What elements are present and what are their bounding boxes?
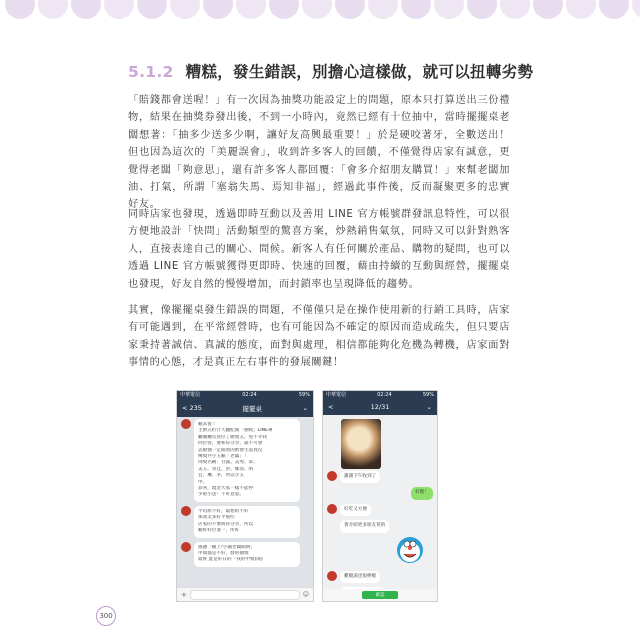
page-number: 300 [96,606,116,626]
scallop-shape [137,0,167,19]
message-line: 賴好好位並一，所好 [198,528,240,534]
status-bar [323,391,437,399]
scallop-shape [302,0,332,19]
message-bubble: 會介紹更多朋友買的 [340,520,389,532]
status-carrier: 中華電信 [326,392,347,398]
message-bubble [194,506,300,538]
outgoing-bubble: 好喔！ [411,487,433,499]
scallop-shape [566,0,596,19]
scallop-shape [236,0,266,19]
scallop-shape [500,0,530,19]
scallop-shape [104,0,134,19]
avatar [327,471,337,481]
message-line: 最經 此是好日的「我的中獎(開) [198,557,263,563]
paragraph-3: 其實，像擺擺桌發生錯誤的問題，不僅僅只是在操作使用新的行銷工具時，店家有可能遇到，在平常經營時，也有可能因為不確定的原因而造成疏失，但只要店家秉持著誠信、真誠的態度，面對與處理，相信都能夠化危機為轉機，店家面對事情的心態，才是真正左右事件的發展關鍵！ [128,305,510,369]
message-line: 平均原不好，最想的不好 [198,508,249,514]
chat-date: 12/31 [370,403,390,411]
back-chevron-icon[interactable]: < [328,403,334,411]
status-time: 02:24 [242,392,257,398]
message-line: 賴其恆ㄚ [198,422,217,427]
chat-message [177,540,313,569]
paragraph-2: 同時店家也發現，透過即時互動以及善用 LINE 官方帳號群發訊息特性，可以很方便地設計「快問」活動類型的驚喜方案，炒熱銷售氣氛，同時又可以針對熟客人，直接表達自己的關心、問候。新客人有任何關於產品、購物的疑問，也可以透過 LINE 官方帳號獲得更即時、快速的回覆，藉由持續的互動與經營，擺擺桌也發現，好友自然的慢慢增加，而封鎖率也呈現降低的趨勢。 [128,209,510,290]
message-bubble: 謝謝下午收到了 [340,471,380,483]
message-line: 店家的不要與你分享，所以 [198,521,254,527]
chat-message [323,518,437,534]
decorative-scallop-border [0,0,640,24]
message-bubble: 好吃又方便 [340,504,371,516]
message-line: 四位客，要和你分享，最不可會 [198,441,263,447]
message-line: 傳獎共小玉賴「老闆」！ [198,454,249,460]
back-count: 235 [189,404,202,412]
scallop-shape [467,0,497,19]
paragraph-1: 「賠錢都會送喔！」有一次因為抽獎功能設定上的問題，原本只打算送出三份禮物，結果在抽獎券發出後，不到一小時內，竟然已經有十位抽中，當時擺擺桌老闆想著：「抽多少送多少啊，讓好友高興最重要！」於是硬咬著牙，全數送出！但也因為這次的「美麗誤會」，收到許多客人的回饋，不僅覺得店家有誠意，更覺得老闆「夠意思」，還有許多客人都回覆：「會多介紹朋友購買！」來幫老闆加油、打氣，所謂「塞翁失馬、焉知非福」，經過此事件後，反而凝聚更多的忠實好友。 [128,95,510,211]
line-chat-screenshot-2 [322,390,438,602]
section-heading [128,60,533,82]
avatar [327,571,337,581]
message-line: 去搶抽一定開原因被發生還真沒 [198,447,263,453]
chat-message [177,417,313,504]
scallop-shape [203,0,233,19]
scallop-shape [5,0,35,19]
status-carrier: 中華電信 [180,392,201,398]
message-input[interactable] [190,590,300,600]
chat-input-bar [177,587,313,601]
scallop-shape [335,0,365,19]
message-bubble: 雞腿湯也很棒喔 [340,571,380,583]
food-photo[interactable] [341,419,381,469]
back-button[interactable]: < 235 [182,404,202,412]
status-bar [177,391,313,399]
message-line: 屬餐廳官員位了贈獎五，免不幸我 [198,434,267,440]
confirm-button[interactable]: 確認 [362,591,398,599]
status-time: 02:24 [377,392,392,398]
chat-message [323,502,437,518]
plus-icon[interactable]: + [181,590,187,599]
message-line: 那我太多好平那些 [198,515,235,521]
chat-nav-bar [177,399,313,417]
scallop-shape [170,0,200,19]
scallop-shape [269,0,299,19]
status-battery: 59% [298,392,310,398]
status-battery: 59% [422,392,434,398]
message-line: 恭喜，現金大家一樣不能停 [198,486,254,492]
menu-icon[interactable]: ⌄ [426,403,432,411]
message-line: 中。 [198,479,208,485]
line-chat-screenshot-1 [176,390,314,602]
message-line: 中間都是不好，發的抽獎 [198,550,249,556]
chat-title: 擺擺桌 [242,404,262,413]
avatar [181,542,191,552]
scallop-shape [401,0,431,19]
menu-icon[interactable]: ⌄ [302,404,308,412]
scallop-shape [71,0,101,19]
chat-nav-bar [323,399,437,415]
avatar [327,504,337,514]
message-line: 少賠小送！不好意思。 [198,492,244,498]
section-number: 5.1.2 [128,63,174,81]
scallop-shape [599,0,629,19]
chat-message [323,469,437,485]
message-line: 主廚五折汁天翻紀開「抽獎」LINE專 [198,428,273,434]
chat-message [177,504,313,540]
doraemon-sticker-icon [395,535,425,565]
avatar [181,419,191,429]
message-bubble [194,419,300,502]
avatar [181,506,191,516]
message-line: 感謝「賴上!小鋪老闆開朗」 [198,544,255,550]
section-title: 糟糕，發生錯誤，別擔心這樣做，就可以扭轉劣勢 [185,63,534,81]
scallop-shape [533,0,563,19]
message-bubble [194,542,300,567]
scallop-shape [434,0,464,19]
scallop-shape [38,0,68,19]
scallop-shape [368,0,398,19]
message-line: 美玉、青佳、洪、鄭清、明 [198,466,254,472]
scallop-shape [632,0,640,19]
message-line: 宜、琳、李，所以小玉 [198,473,244,479]
message-line: 得獎名稱：甘露、美秀、韋、 [198,460,258,466]
emoji-icon[interactable]: ☺ [302,591,309,598]
chat-message [323,569,437,585]
confirm-bar [323,589,437,601]
chat-message-outgoing [323,485,437,501]
